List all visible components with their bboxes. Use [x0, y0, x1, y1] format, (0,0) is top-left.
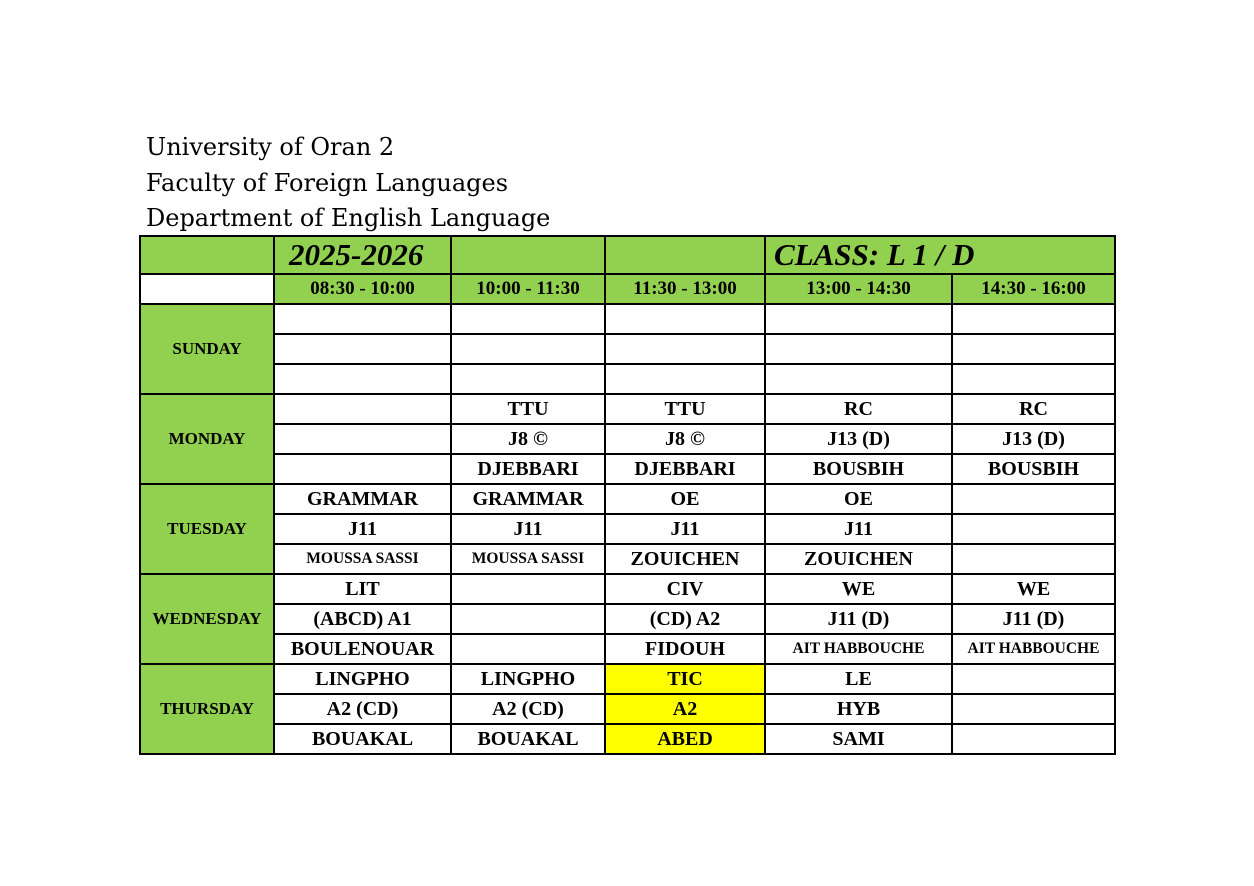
- time-slot: 08:30 - 10:00: [274, 274, 451, 304]
- schedule-cell: GRAMMAR: [274, 484, 451, 514]
- schedule-row: [140, 544, 1115, 574]
- schedule-row: [140, 334, 1115, 364]
- time-slot: 11:30 - 13:00: [605, 274, 765, 304]
- schedule-cell: (CD) A2: [605, 604, 765, 634]
- schedule-cell: BOUSBIH: [765, 454, 952, 484]
- schedule-cell: [765, 364, 952, 394]
- schedule-cell: [274, 424, 451, 454]
- schedule-cell: BOUAKAL: [274, 724, 451, 754]
- schedule-cell: J13 (D): [952, 424, 1115, 454]
- schedule-cell: J11: [765, 514, 952, 544]
- schedule-row: [140, 694, 1115, 724]
- schedule-cell: [605, 364, 765, 394]
- schedule-cell: [952, 724, 1115, 754]
- schedule-cell: [274, 334, 451, 364]
- schedule-cell: J8 ©: [451, 424, 605, 454]
- schedule-cell: [274, 364, 451, 394]
- schedule-cell: HYB: [765, 694, 952, 724]
- schedule-cell: [952, 514, 1115, 544]
- department-name: Department of English Language: [146, 204, 551, 232]
- schedule-cell: ZOUICHEN: [765, 544, 952, 574]
- title-filler: [605, 236, 765, 274]
- schedule-cell: FIDOUH: [605, 634, 765, 664]
- schedule-cell: BOULENOUAR: [274, 634, 451, 664]
- schedule-cell: BOUSBIH: [952, 454, 1115, 484]
- schedule-cell: A2 (CD): [451, 694, 605, 724]
- schedule-cell: BOUAKAL: [451, 724, 605, 754]
- schedule-cell: WE: [952, 574, 1115, 604]
- schedule-row: [140, 574, 1115, 604]
- schedule-cell: LINGPHO: [451, 664, 605, 694]
- time-slot-row: [140, 274, 1115, 304]
- schedule-cell: MOUSSA SASSI: [274, 544, 451, 574]
- schedule-cell: DJEBBARI: [451, 454, 605, 484]
- schedule-cell: A2 (CD): [274, 694, 451, 724]
- schedule-cell: [952, 364, 1115, 394]
- schedule-cell: RC: [952, 394, 1115, 424]
- schedule-row: [140, 604, 1115, 634]
- schedule-cell: LIT: [274, 574, 451, 604]
- schedule-cell: J11 (D): [952, 604, 1115, 634]
- schedule-cell: [451, 364, 605, 394]
- schedule-cell: [451, 574, 605, 604]
- schedule-cell: J11: [605, 514, 765, 544]
- title-row: [140, 236, 1115, 274]
- schedule-row: [140, 664, 1115, 694]
- schedule-cell: [274, 304, 451, 334]
- schedule-cell: J11: [274, 514, 451, 544]
- schedule-cell: J11 (D): [765, 604, 952, 634]
- university-name: University of Oran 2: [146, 133, 395, 161]
- schedule-cell: AIT HABBOUCHE: [952, 634, 1115, 664]
- academic-year: 2025-2026: [274, 236, 451, 274]
- day-label: TUESDAY: [140, 484, 274, 574]
- schedule-cell: TIC: [605, 664, 765, 694]
- schedule-cell: [952, 664, 1115, 694]
- schedule-cell: MOUSSA SASSI: [451, 544, 605, 574]
- schedule-cell: [765, 334, 952, 364]
- day-label: WEDNESDAY: [140, 574, 274, 664]
- schedule-cell: [451, 304, 605, 334]
- schedule-cell: CIV: [605, 574, 765, 604]
- schedule-cell: [274, 454, 451, 484]
- title-filler: [451, 236, 605, 274]
- schedule-cell: ZOUICHEN: [605, 544, 765, 574]
- schedule-cell: J8 ©: [605, 424, 765, 454]
- schedule-cell: [451, 334, 605, 364]
- schedule-row: [140, 364, 1115, 394]
- schedule-cell: ABED: [605, 724, 765, 754]
- time-slot: 14:30 - 16:00: [952, 274, 1115, 304]
- schedule-cell: OE: [765, 484, 952, 514]
- schedule-cell: RC: [765, 394, 952, 424]
- schedule-row: [140, 304, 1115, 334]
- schedule-cell: DJEBBARI: [605, 454, 765, 484]
- schedule-row: [140, 394, 1115, 424]
- schedule-cell: [952, 334, 1115, 364]
- class-title: CLASS: L 1 / D: [765, 236, 1115, 274]
- schedule-row: [140, 634, 1115, 664]
- day-label: SUNDAY: [140, 304, 274, 394]
- schedule-cell: [952, 304, 1115, 334]
- time-slot: 10:00 - 11:30: [451, 274, 605, 304]
- schedule-cell: SAMI: [765, 724, 952, 754]
- schedule-cell: TTU: [451, 394, 605, 424]
- schedule-cell: [952, 694, 1115, 724]
- schedule-cell: AIT HABBOUCHE: [765, 634, 952, 664]
- faculty-name: Faculty of Foreign Languages: [146, 168, 509, 197]
- corner-cell: [140, 236, 274, 274]
- timetable: [139, 235, 1116, 755]
- day-label: MONDAY: [140, 394, 274, 484]
- schedule-cell: [952, 544, 1115, 574]
- time-slot: 13:00 - 14:30: [765, 274, 952, 304]
- schedule-row: [140, 724, 1115, 754]
- time-slot-corner: [140, 274, 274, 304]
- schedule-row: [140, 454, 1115, 484]
- schedule-cell: LINGPHO: [274, 664, 451, 694]
- schedule-cell: [605, 304, 765, 334]
- institution-header: [146, 130, 550, 237]
- day-label: THURSDAY: [140, 664, 274, 754]
- schedule-cell: [451, 634, 605, 664]
- schedule-cell: TTU: [605, 394, 765, 424]
- schedule-cell: A2: [605, 694, 765, 724]
- schedule-cell: J11: [451, 514, 605, 544]
- schedule-cell: WE: [765, 574, 952, 604]
- schedule-cell: [605, 334, 765, 364]
- schedule-cell: J13 (D): [765, 424, 952, 454]
- schedule-cell: [765, 304, 952, 334]
- schedule-row: [140, 424, 1115, 454]
- schedule-row: [140, 514, 1115, 544]
- schedule-row: [140, 484, 1115, 514]
- schedule-cell: OE: [605, 484, 765, 514]
- schedule-cell: LE: [765, 664, 952, 694]
- schedule-cell: [451, 604, 605, 634]
- schedule-cell: (ABCD) A1: [274, 604, 451, 634]
- schedule-cell: [274, 394, 451, 424]
- schedule-cell: [952, 484, 1115, 514]
- schedule-cell: GRAMMAR: [451, 484, 605, 514]
